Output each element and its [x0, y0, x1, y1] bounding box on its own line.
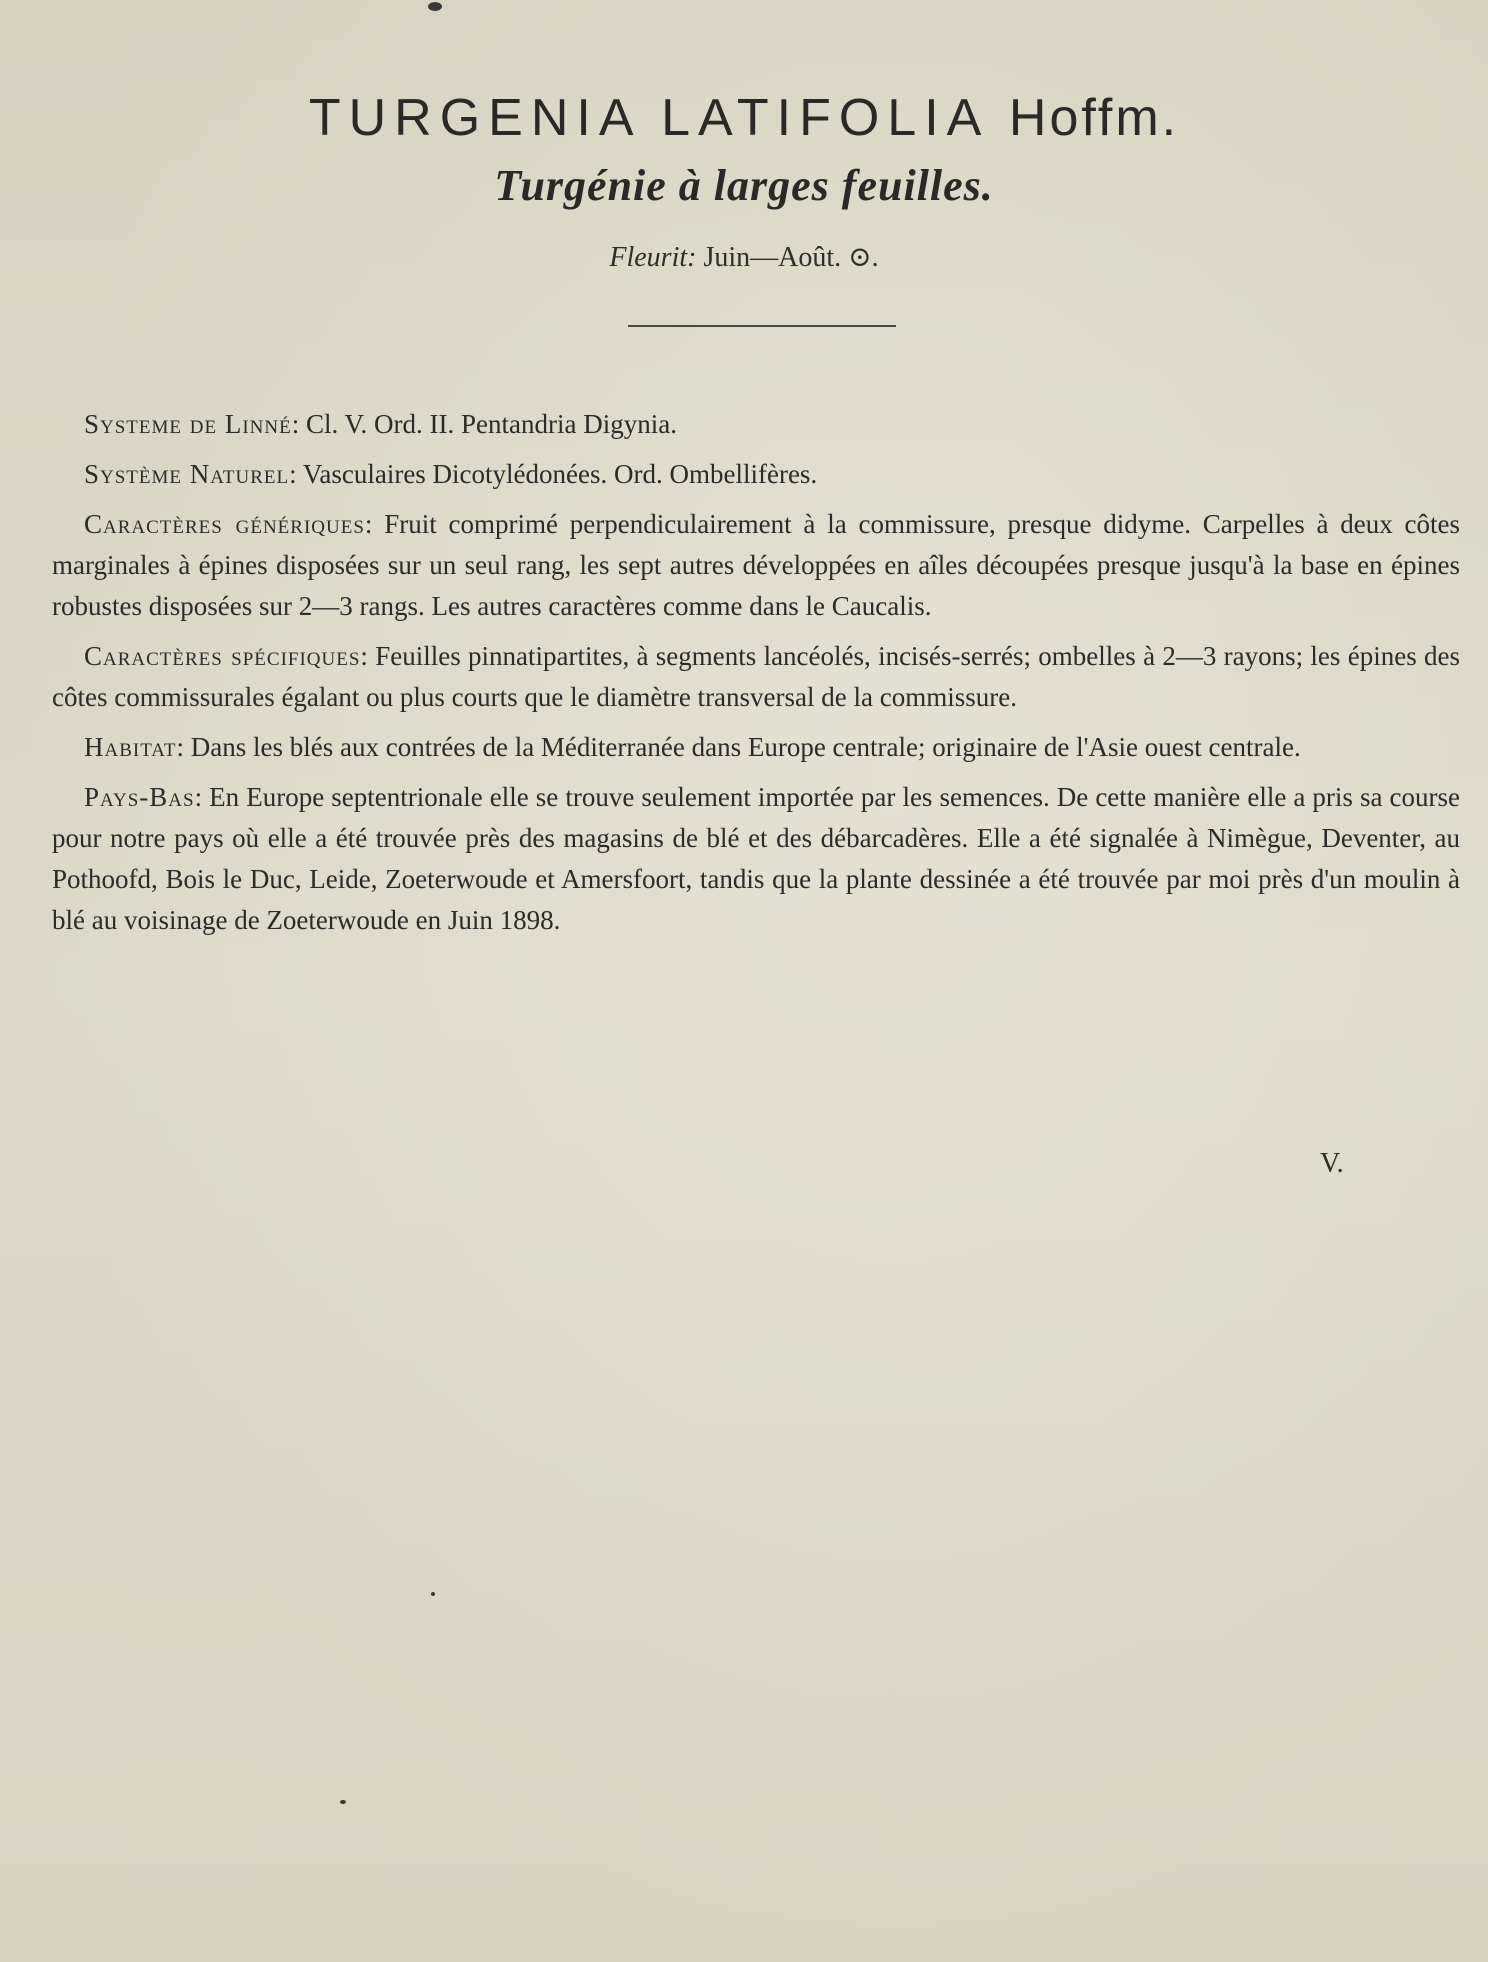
scientific-name: TURGENIA LATIFOLIA: [308, 89, 987, 147]
section-text: En Europe septentrionale elle se trouve seulement importée par les semences. De cette manière elle a pris sa course pour notre pays où elle a été trouvée près des magasins de blé et des débarcadères. Elle a été signalée à Nimègue, Deventer, au Pothoofd, Bois le Duc, Leide, Zoeterwoude et Amersfoort, tandis que la plante dessinée a été trouvée par moi près d'un moulin à blé au voisinage de Zoeterwoude en Juin 1898.: [52, 782, 1460, 935]
ink-speck: [428, 2, 442, 11]
section-natural-system: Système Naturel: Vasculaires Dicotylédonées. Ord. Ombellifères.: [84, 459, 818, 489]
section-specific-characters: Caractères spécifiques: Feuilles pinnatipartites, à segments lancéolés, incisés-serrés; ombelles à 2—3 rayons; les épines des côtes commissurales égalant ou plus courts que le diamètre transversal de la commissure.: [52, 641, 1460, 712]
section-text: Fruit comprimé perpendiculairement à la commissure, presque didyme. Carpelles à deux côtes marginales à épines disposées sur un seul rang, les sept autres développées en aîles découpées presque jusqu'à la base en épines robustes disposées sur 2—3 rangs. Les autres caractères comme dans le Caucalis.: [52, 509, 1460, 621]
section-netherlands: Pays-Bas: En Europe septentrionale elle se trouve seulement importée par les semences. De cette manière elle a pris sa course pour notre pays où elle a été trouvée près des magasins de blé et des débarcadères. Elle a été signalée à Nimègue, Deventer, au Pothoofd, Bois le Duc, Leide, Zoeterwoude et Amersfoort, tandis que la plante dessinée a été trouvée par moi près d'un moulin à blé au voisinage de Zoeterwoude en Juin 1898.: [52, 782, 1460, 935]
section-habitat: Habitat: Dans les blés aux contrées de la Méditerranée dans Europe centrale; originaire de l'Asie ouest centrale.: [84, 732, 1301, 762]
flowering-period: [0, 240, 1488, 274]
section-label: Systeme de Linné: [84, 409, 292, 439]
author-abbreviation: Hoffm.: [1008, 89, 1180, 147]
section-text: Cl. V. Ord. II. Pentandria Digynia.: [305, 409, 677, 439]
author-signature: V.: [1320, 1148, 1344, 1179]
section-generic-characters: Caractères génériques: Fruit comprimé perpendiculairement à la commissure, presque didyme. Carpelles à deux côtes marginales à épines disposées sur un seul rang, les sept autres développées en aîles découpées presque jusqu'à la base en épines robustes disposées sur 2—3 rangs. Les autres caractères comme dans le Caucalis.: [52, 509, 1460, 621]
section-text: Dans les blés aux contrées de la Méditerranée dans Europe centrale; originaire de l'Asie ouest centrale.: [190, 732, 1301, 762]
ink-speck: [340, 1800, 346, 1804]
ink-speck: [431, 1592, 435, 1596]
section-label: Caractères spécifiques: [84, 641, 361, 671]
flowering-value: Juin—Août. ⊙.: [703, 242, 879, 273]
section-linnaeus: Systeme de Linné: Cl. V. Ord. II. Pentandria Digynia.: [84, 409, 677, 439]
divider-rule: [628, 325, 896, 327]
section-label: Pays-Bas: [84, 782, 195, 812]
section-text: Vasculaires Dicotylédonées. Ord. Ombellifères.: [302, 459, 818, 489]
section-label: Habitat: [84, 732, 177, 762]
flowering-label: Fleurit:: [609, 242, 697, 273]
section-text: Feuilles pinnatipartites, à segments lancéolés, incisés-serrés; ombelles à 2—3 rayons; les épines des côtes commissurales égalant ou plus courts que le diamètre transversal de la commissure.: [52, 641, 1460, 712]
common-name: Turgénie à larges feuilles.: [494, 161, 994, 210]
description-body: [52, 404, 1460, 950]
page-title: [0, 88, 1488, 148]
section-label: Système Naturel: [84, 459, 290, 489]
section-label: Caractères génériques: [84, 509, 365, 539]
